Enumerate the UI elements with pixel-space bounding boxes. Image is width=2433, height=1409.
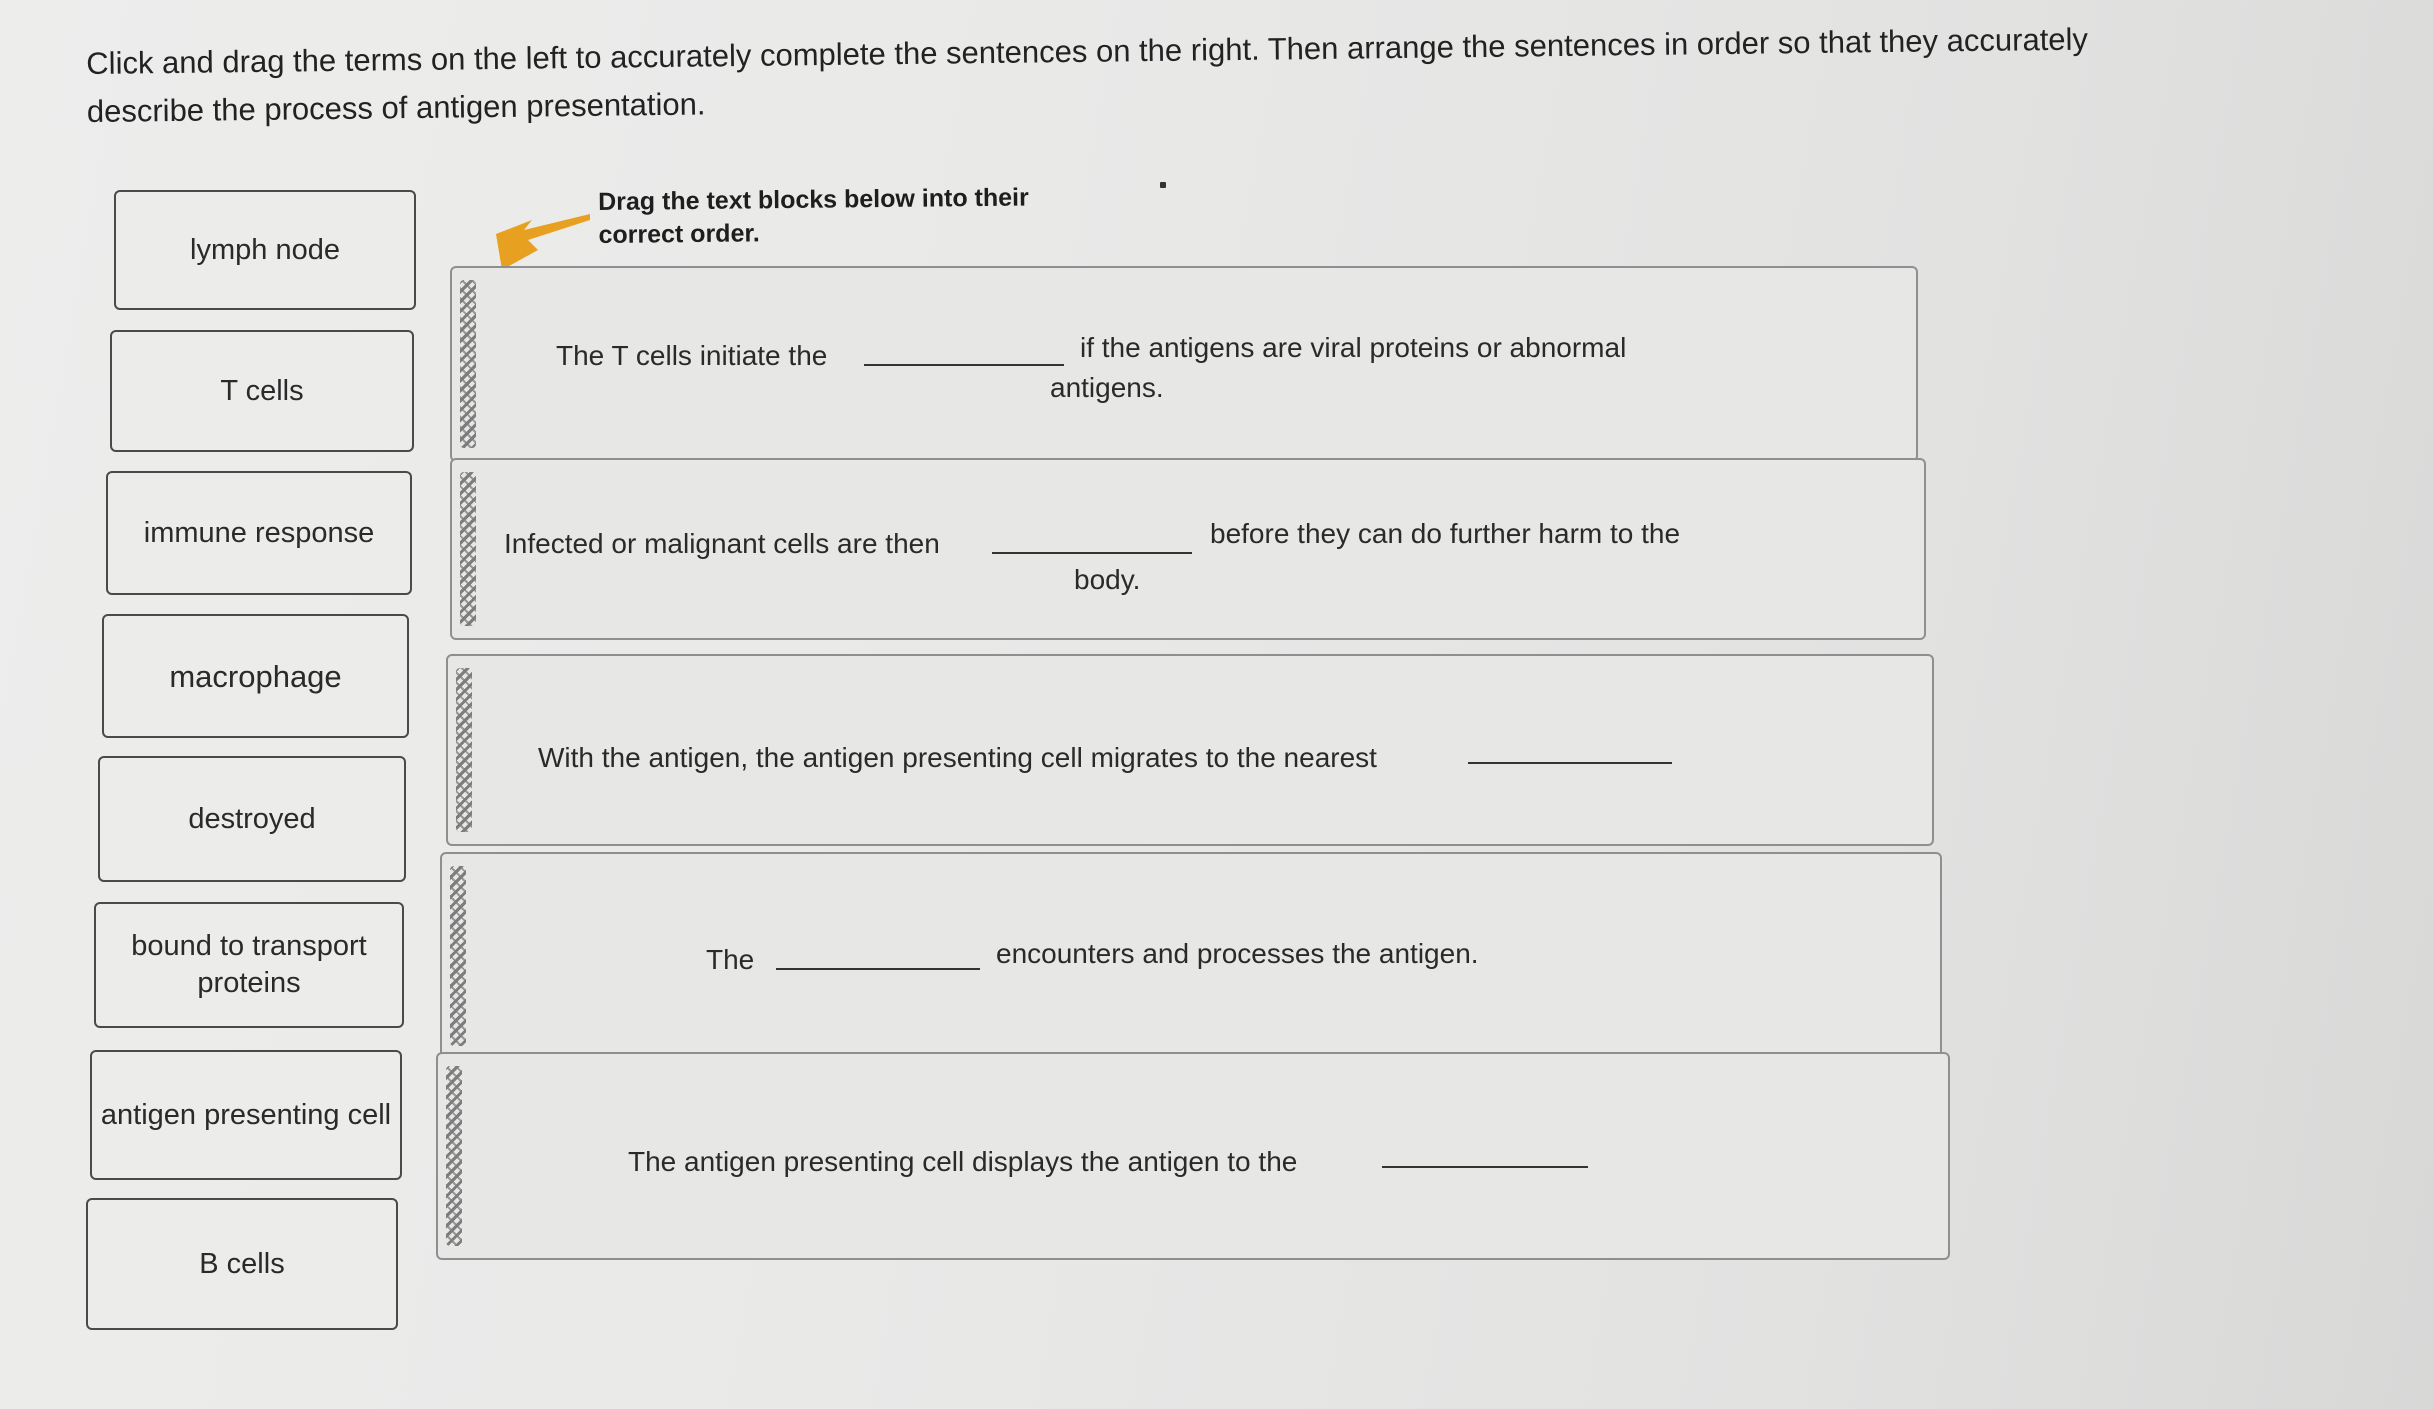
sentence-block-2[interactable] [450, 458, 1926, 640]
answer-blank[interactable] [992, 552, 1192, 554]
answer-blank[interactable] [1382, 1166, 1588, 1168]
sentence-block-1[interactable] [450, 266, 1918, 462]
term-t-cells[interactable] [110, 330, 414, 452]
arrow-pointing-left-icon [494, 210, 592, 272]
term-label: bound to transport proteins [131, 930, 367, 999]
drag-hint-text: Drag the text blocks below into their correct order. [598, 183, 1029, 249]
sentence-text: body. [1074, 564, 1141, 595]
sentence-text: before they can do further harm to the [1210, 518, 1681, 549]
term-label: T cells [220, 374, 304, 407]
instructions-text: Click and drag the terms on the left to accurately complete the sentences on the right. Then arrange the sentences in order so that they accurately describe the process of antigen presentation. [86, 21, 2089, 129]
term-label: destroyed [188, 802, 316, 835]
sentence-block-5[interactable] [436, 1052, 1950, 1260]
sentence-text: encounters and processes the antigen. [996, 938, 1479, 969]
answer-blank[interactable] [1468, 762, 1672, 764]
term-b-cells[interactable] [86, 1198, 398, 1330]
term-label: lymph node [190, 233, 340, 266]
sentence-block-3[interactable] [446, 654, 1934, 846]
drag-handle-icon[interactable] [460, 280, 476, 448]
term-destroyed[interactable] [98, 756, 406, 882]
term-label: immune response [143, 516, 375, 549]
term-label: B cells [199, 1247, 285, 1280]
drag-handle-icon[interactable] [456, 668, 472, 832]
sentence-text: Infected or malignant cells are then [504, 528, 940, 559]
stray-mark [1160, 182, 1166, 188]
term-antigen-presenting-cell[interactable] [90, 1050, 402, 1180]
answer-blank[interactable] [776, 968, 980, 970]
sentence-block-4[interactable] [440, 852, 1942, 1060]
drag-handle-icon[interactable] [460, 472, 476, 626]
drag-handle-icon[interactable] [446, 1066, 462, 1246]
sentence-text: With the antigen, the antigen presenting cell migrates to the nearest [538, 742, 1377, 773]
term-label: macrophage [169, 658, 342, 694]
sentence-text: The T cells initiate the [556, 340, 828, 371]
term-label: antigen presenting cell [100, 1098, 392, 1131]
answer-blank[interactable] [864, 364, 1064, 366]
sentence-text: The [706, 944, 755, 975]
term-bound-to-transport-proteins[interactable] [94, 902, 404, 1028]
term-immune-response[interactable] [106, 471, 412, 595]
sentence-text: if the antigens are viral proteins or abnormal [1080, 332, 1627, 363]
sentence-text: antigens. [1050, 372, 1164, 403]
drag-handle-icon[interactable] [450, 866, 466, 1046]
term-lymph-node[interactable] [114, 190, 416, 310]
term-macrophage[interactable] [102, 614, 409, 738]
sentence-text: The antigen presenting cell displays the antigen to the [628, 1146, 1298, 1177]
